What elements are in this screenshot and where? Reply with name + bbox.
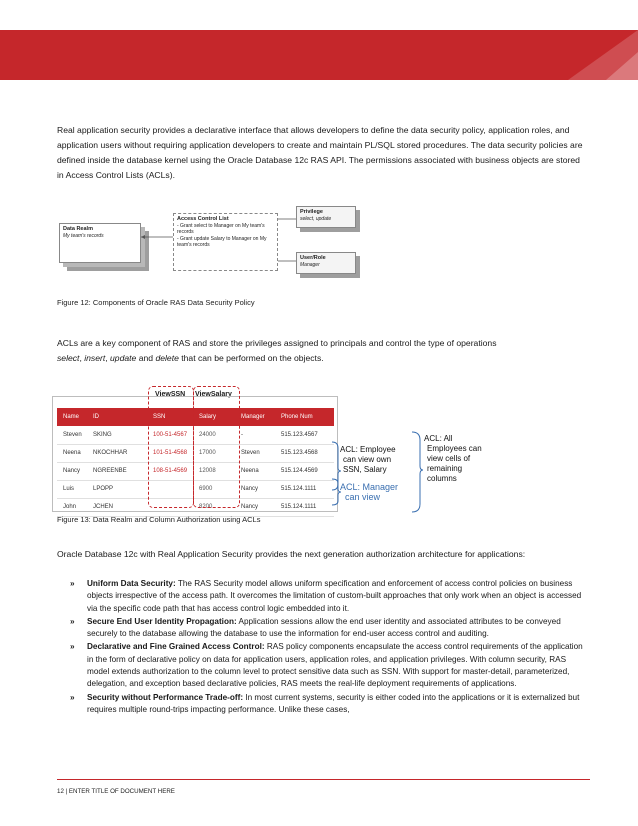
list-item xyxy=(70,578,590,615)
acl-title: Access Control List xyxy=(177,216,229,222)
cell-salary: 8200 xyxy=(193,498,235,516)
cell-ssn: 100-51-4567 xyxy=(147,426,193,444)
footer-rule xyxy=(57,779,590,780)
cell-salary: 6900 xyxy=(193,480,235,498)
cell-name: Nancy xyxy=(57,462,87,480)
acl-all-line: columns xyxy=(427,474,457,483)
ras-components-diagram xyxy=(57,205,457,295)
acl-manager-label xyxy=(340,482,398,502)
feature-bullet-list xyxy=(70,578,590,717)
ssn-column-highlight xyxy=(148,386,194,508)
cell-phone: 515.124.4569 xyxy=(275,462,334,480)
data-realm-title: Data Realm xyxy=(63,226,93,232)
col-header-phone: Phone Num xyxy=(275,408,334,426)
acl-manager-line: can view xyxy=(345,492,381,502)
cell-phone: 515.123.4568 xyxy=(275,444,334,462)
data-realm-subtitle: My team's records xyxy=(63,232,104,239)
acl-paragraph-tail: that can be performed on the objects. xyxy=(178,353,324,363)
col-header-id: ID xyxy=(87,408,147,426)
acl-all-brace xyxy=(410,430,424,516)
cell-id: NGREENBE xyxy=(87,462,147,480)
architecture-paragraph: Oracle Database 12c with Real Application Security provides the next generation authorization architecture for applications: xyxy=(57,549,526,559)
cell-id: SKING xyxy=(87,426,147,444)
cell-name: Neena xyxy=(57,444,87,462)
cell-salary: 17000 xyxy=(193,444,235,462)
acl-all-label xyxy=(424,434,482,484)
op-insert: insert xyxy=(84,353,106,363)
cell-salary: 24000 xyxy=(193,426,235,444)
acl-all-line: ACL: All xyxy=(424,434,453,443)
cell-phone: 515.124.1111 xyxy=(275,480,334,498)
view-ssn-label: ViewSSN xyxy=(155,391,186,398)
cell-name: Luis xyxy=(57,480,87,498)
figure-13-caption: Figure 13: Data Realm and Column Authorization using ACLs xyxy=(57,515,261,524)
cell-salary: 12008 xyxy=(193,462,235,480)
cell-manager: Steven xyxy=(235,444,275,462)
cell-name: John xyxy=(57,498,87,516)
acl-box xyxy=(173,213,278,271)
intro-paragraph: Real application security provides a declarative interface that allows developers to define the data security policy, application roles, and application users without requiring application developers to create and maintain PL/SQL stored procedures. The data security policies are defined inside the database kernel using the Oracle Database 12c RAS API. The permissions associated with business objects are stored in Access Control Lists (ACLs). xyxy=(57,125,583,180)
cell-ssn: 101-51-4568 xyxy=(147,444,193,462)
acl-line-1: - Grant select to Manager on My team's records xyxy=(177,222,265,235)
cell-id: JCHEN xyxy=(87,498,147,516)
bullet-marker: » xyxy=(70,616,75,626)
acl-line-2: - Grant update Salary to Manager on My team's records xyxy=(177,235,267,248)
cell-ssn: 108-51-4569 xyxy=(147,462,193,480)
col-header-salary: Salary xyxy=(193,408,235,426)
list-item xyxy=(70,692,590,717)
cell-manager: - xyxy=(235,426,275,444)
bullet-title: Uniform Data Security: xyxy=(87,579,176,588)
acl-all-line: remaining xyxy=(427,464,463,473)
acl-manager-line: ACL: Manager xyxy=(340,482,399,492)
bullet-text: Application sessions allow the end user identity and associated attributes to be conveyed securely to the database allowing the database to use the information for end-user access control and auditing. xyxy=(87,616,561,639)
cell-phone: 515.124.1111 xyxy=(275,498,334,516)
page-footer: 12 | ENTER TITLE OF DOCUMENT HERE xyxy=(57,788,175,795)
privilege-title: Privilege xyxy=(300,209,323,215)
op-update: update xyxy=(110,353,137,363)
bullet-title: Security without Performance Trade-off: xyxy=(87,692,244,702)
acl-employee-label xyxy=(340,445,396,475)
bullet-text: In most current systems, security is either coded into the applications or it is externalized but requires multiple round-trips impacting performance. Unlike these cases, xyxy=(87,692,580,714)
data-realm-box xyxy=(59,223,141,263)
cell-manager: Nancy xyxy=(235,498,275,516)
acl-all-line: view cells of xyxy=(427,454,471,463)
user-role-box xyxy=(296,252,356,274)
acl-employee-line: ACL: Employee xyxy=(340,445,396,454)
list-item xyxy=(70,641,590,690)
cell-phone: 515.123.4567 xyxy=(275,426,334,444)
op-separator: , xyxy=(79,353,85,363)
col-header-name: Name xyxy=(57,408,87,426)
cell-manager: Nancy xyxy=(235,480,275,498)
privilege-box xyxy=(296,206,356,228)
acl-all-line: Employees can xyxy=(427,444,482,453)
op-delete: delete xyxy=(155,353,179,363)
bullet-marker: » xyxy=(70,642,75,652)
user-role-subtitle: Manager xyxy=(300,261,320,268)
bullet-text: The RAS Security model allows uniform specification and enforcement of access control policies on business objects irrespective of the access path. It overcomes the limitation of custom-built approaches that only work when an object is accessed via the specific code path that has access control logic embedded into it. xyxy=(87,579,582,613)
acl-paragraph xyxy=(57,336,587,366)
view-salary-label: ViewSalary xyxy=(195,391,232,398)
banner-accent xyxy=(528,30,638,80)
bullet-title: Declarative and Fine Grained Access Control: xyxy=(87,642,265,652)
bullet-marker: » xyxy=(70,692,75,702)
figure-12-caption: Figure 12: Components of Oracle RAS Data Security Policy xyxy=(57,298,255,307)
op-and: and xyxy=(136,353,156,363)
bullet-title: Secure End User Identity Propagation: xyxy=(87,616,237,626)
bullet-text: RAS policy components encapsulate the access control requirements of the application in the form of declarative policy on data for application users, application roles, and application privileges. With column security, RAS model extends authorization to the column level to protect sensitive data such as SSN. With support for master-detail, parameterized, delegation, and exception based declarative policies, RAS meets the real-life deployment requirements of applications. xyxy=(87,642,583,689)
salary-column-highlight xyxy=(193,386,240,508)
op-select: select xyxy=(57,353,80,363)
acl-employee-line: can view own xyxy=(343,455,392,464)
list-item xyxy=(70,616,590,641)
cell-manager: Neena xyxy=(235,462,275,480)
connector-arrows xyxy=(278,205,298,295)
privilege-subtitle: select, update xyxy=(300,215,332,222)
col-header-ssn: SSN xyxy=(147,408,193,426)
col-header-manager: Manager xyxy=(235,408,275,426)
user-role-title: User/Role xyxy=(300,255,326,261)
bullet-marker: » xyxy=(70,579,75,588)
cell-name: Steven xyxy=(57,426,87,444)
cell-id: LPOPP xyxy=(87,480,147,498)
op-separator: , xyxy=(105,353,111,363)
acl-paragraph-lead: ACLs are a key component of RAS and store the privileges assigned to principals and control the type of operations xyxy=(57,338,497,348)
acl-employee-line: SSN, Salary xyxy=(343,465,387,474)
cell-id: NKOCHHAR xyxy=(87,444,147,462)
